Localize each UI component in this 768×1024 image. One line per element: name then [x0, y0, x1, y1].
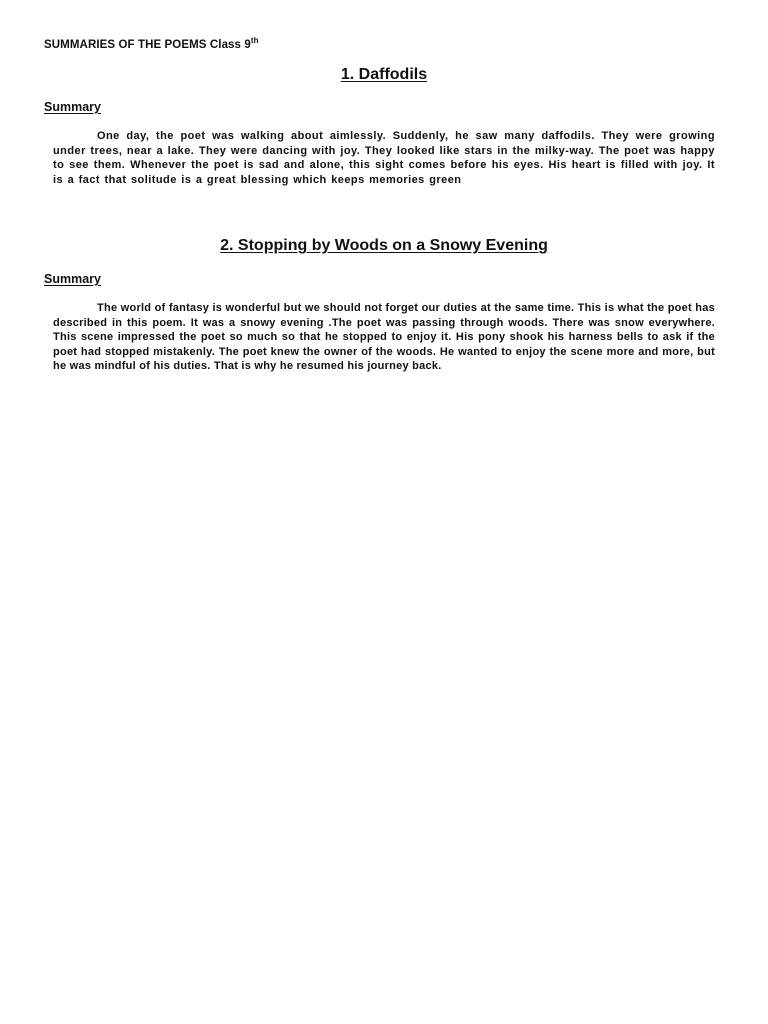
section-title-daffodils: 1. Daffodils — [340, 66, 428, 83]
document-header-superscript: th — [250, 36, 259, 45]
document-header-title: SUMMARIES OF THE POEMS Class 9 — [44, 39, 251, 51]
summary-label-daffodils: Summary — [44, 100, 101, 114]
summary-label-stopping-by-woods: Summary — [44, 272, 101, 286]
summary-text-daffodils: One day, the poet was walking about aimlessly. Suddenly, he saw many daffodils. They were growing under trees, near a lake. They were dancing with joy. They looked like stars in the milky-way. The poet was happy to see them. Whenever the poet is sad and alone, this sight comes before his eyes. His heart is filled with joy. It is a fact that solitude is a great blessing which keeps memories green — [53, 130, 715, 186]
document-header — [44, 36, 259, 51]
summary-text-stopping-by-woods: The world of fantasy is wonderful but we should not forget our duties at the same time. This is what the poet has described in this poem. It was a snowy evening .The poet was passing through woods. There was snow everywhere. This scene impressed the poet so much so that he stopped to enjoy it. His pony shook his harness bells to ask if the poet had stopped mistakenly. The poet knew the owner of the woods. He wanted to enjoy the scene more and more, but he was mindful of his duties. That is why he resumed his journey back. — [53, 302, 715, 373]
section-title-stopping-by-woods: 2. Stopping by Woods on a Snowy Evening — [220, 237, 548, 254]
